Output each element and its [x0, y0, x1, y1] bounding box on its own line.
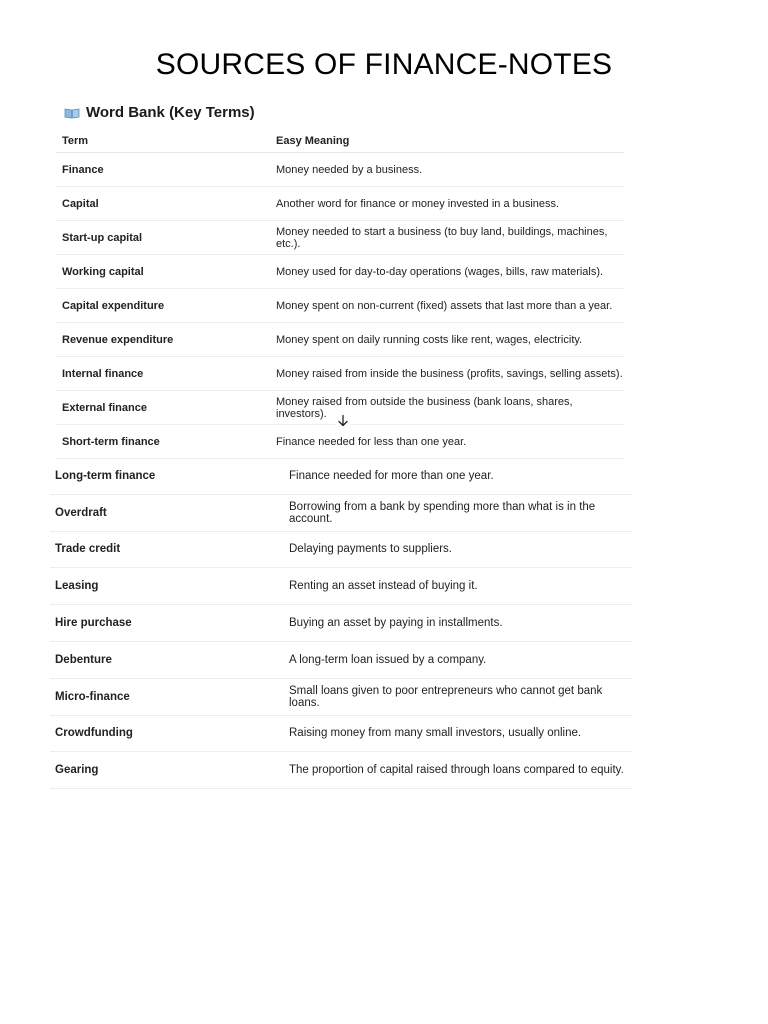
term-cell: Gearing	[55, 764, 99, 777]
meaning-cell: Another word for finance or money invested in a business.	[276, 197, 560, 210]
term-cell: Trade credit	[55, 543, 121, 556]
term-cell: Capital expenditure	[62, 299, 165, 312]
meaning-cell: Delaying payments to suppliers.	[289, 543, 452, 556]
meaning-cell: Finance needed for more than one year.	[289, 469, 494, 482]
word-bank-table	[56, 130, 624, 459]
term-cell: Capital	[62, 197, 99, 210]
section-heading	[64, 104, 255, 121]
term-cell: Long-term finance	[55, 469, 156, 482]
meaning-cell: Money raised from outside the business (bank loans, shares, investors).	[276, 395, 573, 420]
term-cell: Short-term finance	[62, 435, 160, 448]
table-row	[50, 495, 632, 532]
term-cell: Overdraft	[55, 506, 107, 519]
term-cell: Internal finance	[62, 367, 144, 380]
table-row	[50, 458, 632, 495]
term-cell: Revenue expenditure	[62, 333, 174, 346]
meaning-cell: A long-term loan issued by a company.	[289, 653, 487, 666]
table-row	[56, 323, 624, 357]
table-row	[50, 679, 632, 716]
table-header-row	[56, 130, 624, 153]
table-row	[50, 752, 632, 789]
meaning-cell: Small loans given to poor entrepreneurs who cannot get bank loans.	[289, 684, 603, 709]
term-cell: Working capital	[62, 265, 144, 278]
meaning-cell: Money used for day-to-day operations (wages, bills, raw materials).	[276, 265, 604, 278]
table-row	[56, 187, 624, 221]
meaning-cell: Money needed to start a business (to buy land, buildings, machines, etc.).	[276, 225, 608, 250]
term-cell: Start-up capital	[62, 231, 143, 244]
table-row	[56, 153, 624, 187]
term-cell: Debenture	[55, 653, 112, 666]
word-bank-table-continued	[50, 458, 632, 789]
table-row	[56, 221, 624, 255]
term-cell: Hire purchase	[55, 617, 132, 630]
arrow-down-icon[interactable]	[334, 412, 352, 430]
table-row	[50, 642, 632, 679]
term-cell: Leasing	[55, 580, 99, 593]
page-title: SOURCES OF FINANCE-NOTES	[155, 48, 613, 81]
term-cell: Finance	[62, 163, 104, 176]
meaning-cell: Borrowing from a bank by spending more than what is in the account.	[289, 500, 596, 525]
meaning-cell: Renting an asset instead of buying it.	[289, 580, 478, 593]
meaning-cell: The proportion of capital raised through loans compared to equity.	[289, 764, 624, 777]
header-easy-meaning: Easy Meaning	[276, 135, 350, 147]
table-row	[56, 289, 624, 323]
meaning-cell: Money spent on daily running costs like rent, wages, electricity.	[276, 333, 583, 346]
table-row	[56, 255, 624, 289]
table-row	[56, 425, 624, 459]
term-cell: External finance	[62, 401, 147, 414]
table-row	[50, 568, 632, 605]
section-heading-text: Word Bank (Key Terms)	[86, 104, 255, 121]
table-row	[50, 716, 632, 753]
meaning-cell: Raising money from many small investors, usually online.	[289, 727, 582, 740]
meaning-cell: Buying an asset by paying in installments.	[289, 617, 503, 630]
open-book-icon	[64, 107, 80, 119]
meaning-cell: Money spent on non-current (fixed) assets that last more than a year.	[276, 299, 613, 312]
table-row	[56, 357, 624, 391]
meaning-cell: Money raised from inside the business (profits, savings, selling assets).	[276, 367, 623, 380]
meaning-cell: Money needed by a business.	[276, 163, 423, 176]
header-term: Term	[62, 135, 89, 147]
term-cell: Crowdfunding	[55, 727, 133, 740]
table-row	[50, 532, 632, 569]
term-cell: Micro-finance	[55, 690, 130, 703]
table-row	[50, 605, 632, 642]
meaning-cell: Finance needed for less than one year.	[276, 435, 467, 448]
